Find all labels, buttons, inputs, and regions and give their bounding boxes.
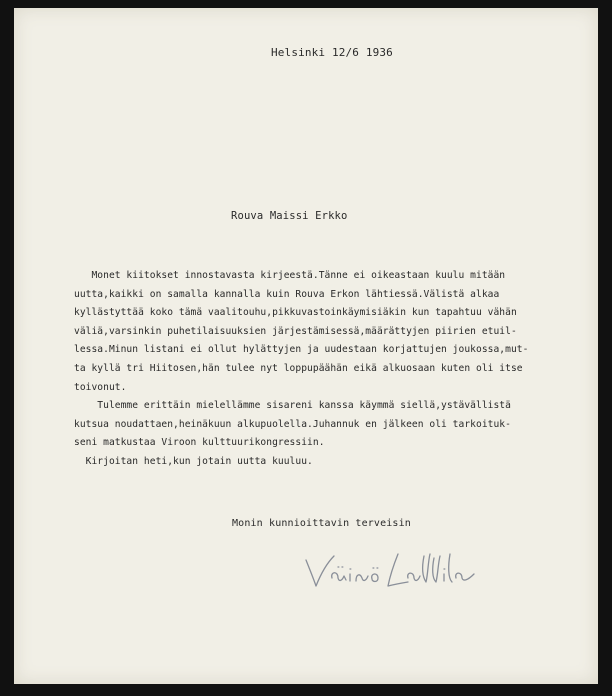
body-line: Kirjoitan heti,kun jotain uutta kuuluu. xyxy=(74,455,313,467)
body-line: seni matkustaa Viroon kulttuurikongressiin. xyxy=(74,437,325,449)
body-line: lessa.Minun listani ei ollut hylättyjen ja uudestaan korjattujen joukossa,mut- xyxy=(74,344,529,356)
dateline: Helsinki 12/6 1936 xyxy=(271,46,393,59)
body-line: Monet kiitokset innostavasta kirjeestä.Tänne ei oikeastaan kuulu mitään xyxy=(74,270,506,281)
body-line: Tulemme erittäin mielellämme sisareni kanssa käymmä siellä,ystävällistä xyxy=(74,400,511,412)
body-line: väliä,varsinkin puhetilaisuuksien järjestämisessä,määrättyjen piirien etuil- xyxy=(74,325,517,337)
body-line: ta kyllä tri Hiitosen,hän tulee nyt loppupäähän eikä alkuosaan kuten oli itse xyxy=(74,362,523,374)
body-line: uutta,kaikki on samalla kannalla kuin Rouva Erkon lähtiessä.Välistä alkaa xyxy=(74,288,500,300)
letter-page xyxy=(14,8,598,684)
handwritten-signature xyxy=(302,548,482,594)
salutation: Rouva Maissi Erkko xyxy=(231,210,348,222)
body-line: kutsua noudattaen,heinäkuun alkupuolella.Juhannuk en jälkeen oli tarkoituk- xyxy=(74,418,511,430)
letter-body xyxy=(74,267,594,472)
body-line: toivonut. xyxy=(74,381,127,393)
body-line: kyllästyttää koko tämä vaalitouhu,pikkuvastoinkäymisiäkin kun tapahtuu vähän xyxy=(74,307,517,319)
closing: Monin kunnioittavin terveisin xyxy=(232,518,411,529)
